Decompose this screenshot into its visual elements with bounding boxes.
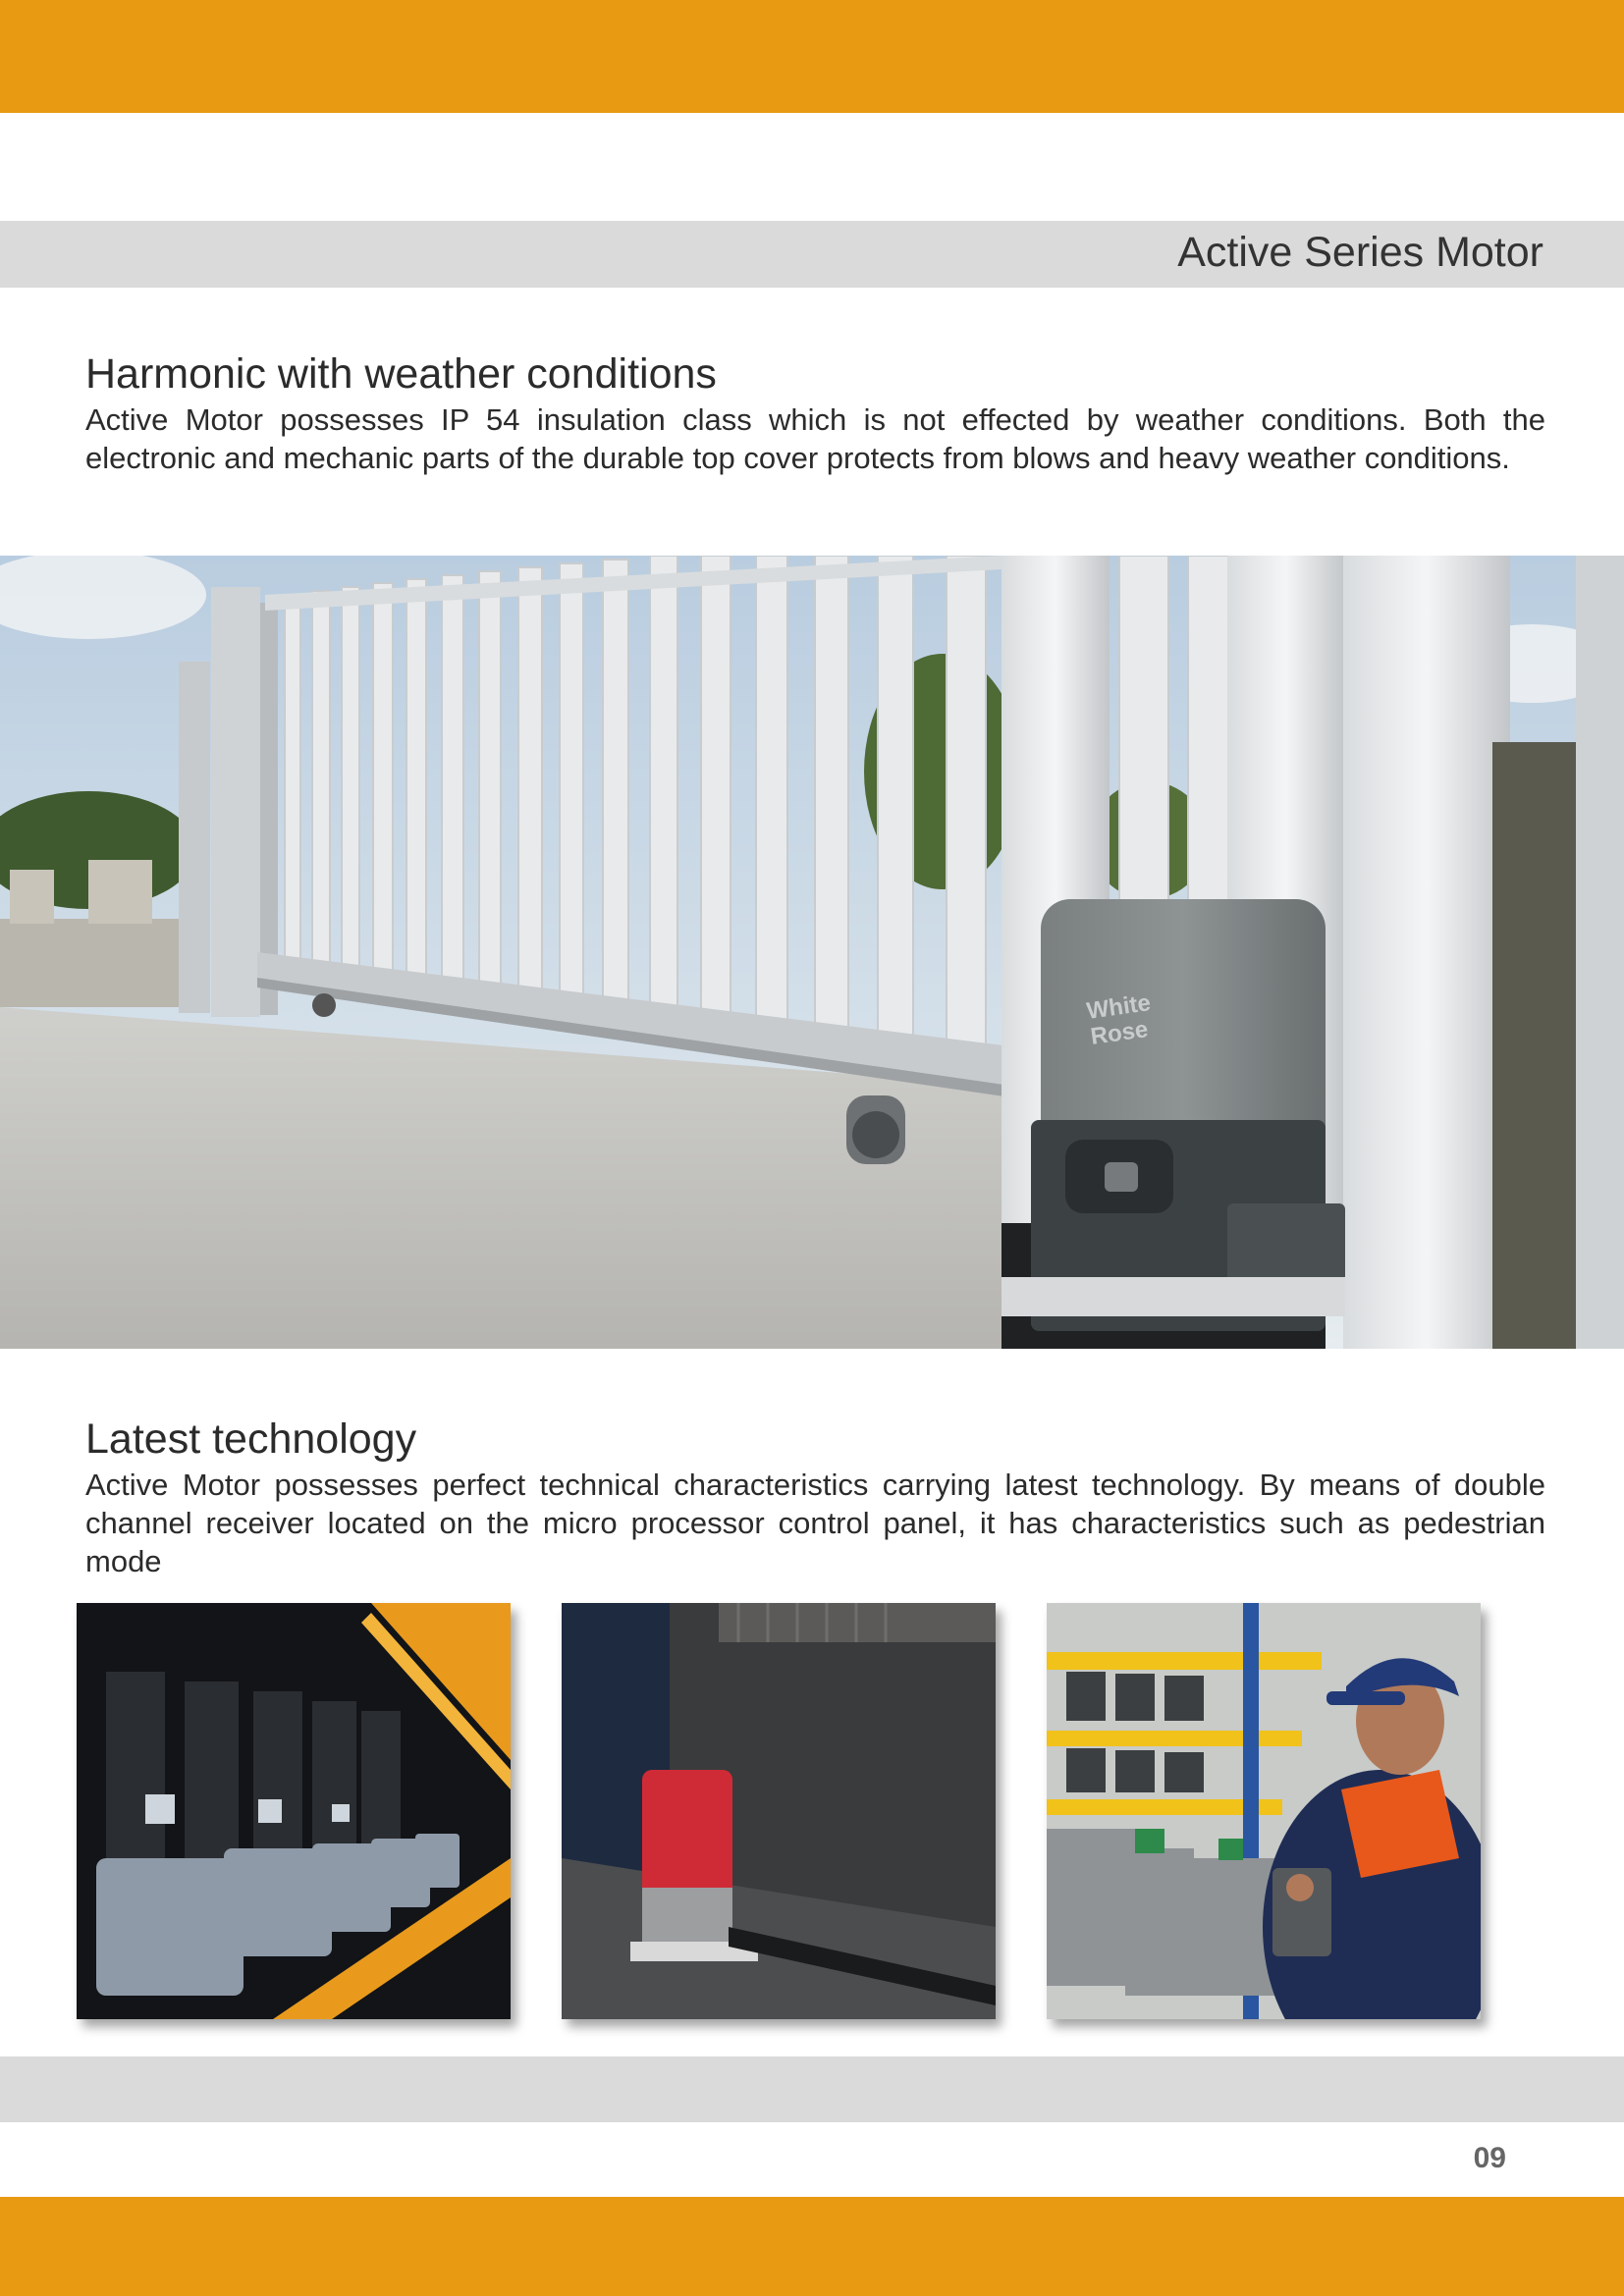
page-number: 09 [1473,2142,1506,2174]
footer-bar [0,2056,1624,2122]
hero-gate-photo [0,556,1624,1349]
section-body-weather: Active Motor possesses IP 54 insulation class which is not effected by weather conditions. Both the electronic and mechanic parts of the durable top cover protects from blows and heavy weather conditions. [85,402,1545,475]
section-heading-technology: Latest technology [85,1415,417,1463]
photo-production-line [77,1603,511,2019]
section-heading-weather: Harmonic with weather conditions [85,350,717,398]
section-body-technology: Active Motor possesses perfect technical characteristics carrying latest technology. By means of double channel receiver located on the micro processor control panel, it has characteristics such as pedestrian mode [85,1468,1545,1578]
top-accent-band [0,0,1624,113]
motor-logo-rose: Rose [1089,1016,1150,1050]
bottom-accent-band [0,2197,1624,2296]
photo-red-motor-gate [562,1603,996,2019]
motor-logo-white: White [1085,989,1153,1025]
page-title: Active Series Motor [1177,229,1543,276]
title-bar [0,221,1624,288]
photo-technician [1047,1603,1481,2019]
